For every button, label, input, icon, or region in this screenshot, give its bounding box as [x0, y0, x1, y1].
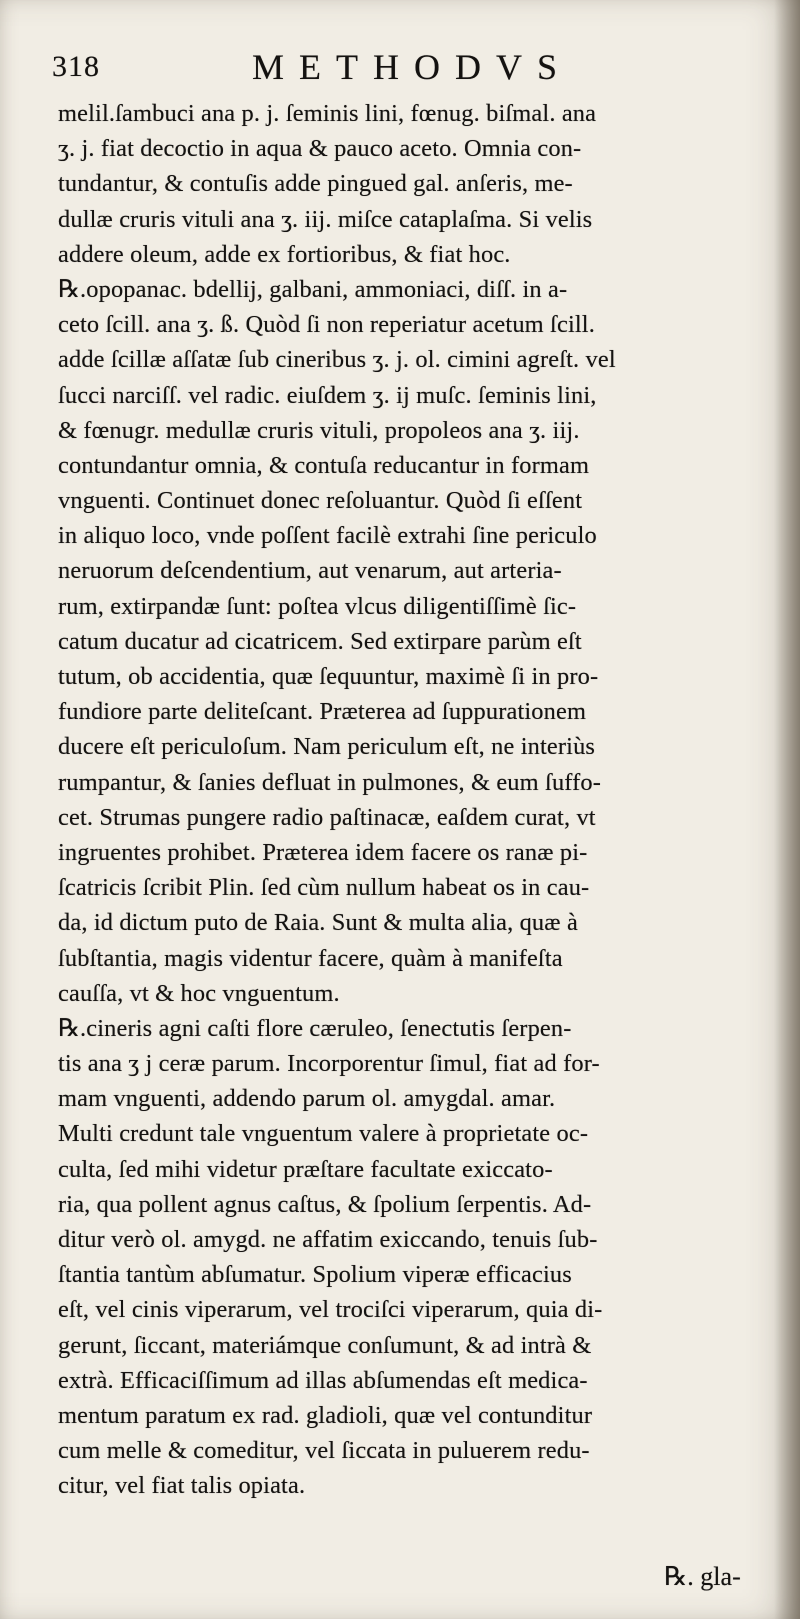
text-line: mam vnguenti, addendo parum ol. amygdal. amar.	[58, 1085, 556, 1113]
text-line: contundantur omnia, & contuſa reducantur in formam	[58, 451, 590, 479]
text-line: ſcatricis ſcribit Plin. ſed cùm nullum habeat os in cau-	[58, 874, 590, 902]
text-line: citur, vel fiat talis opiata.	[58, 1472, 306, 1500]
catchword: ℞. gla-	[664, 1562, 741, 1591]
text-line: ceto ſcill. ana ʒ. ß. Quòd ſi non reperiatur acetum ſcill.	[58, 311, 595, 339]
text-line: tundantur, & contuſis adde pingued gal. anſeris, me-	[58, 170, 573, 198]
text-line: rum, extirpandæ ſunt: poſtea vlcus diligentiſſimè ſic-	[58, 592, 577, 620]
text-line: catum ducatur ad cicatricem. Sed extirpare parùm eſt	[58, 627, 582, 655]
page-gutter-shadow	[774, 0, 800, 1619]
text-line: neruorum deſcendentium, aut venarum, aut arteria-	[58, 557, 562, 585]
page-header	[52, 46, 772, 96]
page-number: 318	[52, 50, 100, 83]
text-line: adde ſcillæ aſſatæ ſub cineribus ʒ. j. ol. cimini agreſt. vel	[58, 346, 616, 374]
text-line: culta, ſed mihi videtur præſtare facultate exiccato-	[58, 1155, 553, 1183]
text-line: cet. Strumas pungere radio paſtinacæ, eaſdem curat, vt	[58, 803, 596, 831]
text-line: fundiore parte deliteſcant. Præterea ad ſuppurationem	[58, 698, 587, 726]
text-line: extrà. Efficaciſſimum ad illas abſumendas eſt medica-	[58, 1366, 588, 1394]
text-line: Multi credunt tale vnguentum valere à proprietate oc-	[58, 1120, 589, 1148]
running-title: METHODVS	[252, 47, 573, 87]
text-line: ℞.opopanac. bdellij, galbani, ammoniaci, diſſ. in a-	[58, 275, 568, 303]
text-line: addere oleum, adde ex fortioribus, & fiat hoc.	[58, 240, 511, 268]
text-line: tis ana ʒ j ceræ parum. Incorporentur ſimul, fiat ad for-	[58, 1050, 600, 1078]
text-line: ℞.cineris agni caſti flore cæruleo, ſenectutis ſerpen-	[58, 1014, 572, 1042]
text-line: vnguenti. Continuet donec reſoluantur. Quòd ſi eſſent	[58, 487, 583, 515]
text-line: dullæ cruris vituli ana ʒ. iij. miſce cataplaſma. Si velis	[58, 205, 593, 233]
text-line: ſucci narciſſ. vel radic. eiuſdem ʒ. ij muſc. ſeminis lini,	[58, 381, 597, 409]
text-line: da, id dictum puto de Raia. Sunt & multa alia, quæ à	[58, 909, 578, 937]
text-line: rumpantur, & ſanies defluat in pulmones, & eum ſuffo-	[58, 768, 602, 796]
text-line: ſtantia tantùm abſumatur. Spolium viperæ efficacius	[58, 1261, 572, 1289]
text-line: ditur verò ol. amygd. ne affatim exiccando, tenuis ſub-	[58, 1226, 598, 1253]
body-text	[58, 96, 758, 1504]
text-line: ʒ. j. fiat decoctio in aqua & pauco aceto. Omnia con-	[58, 135, 582, 163]
text-line: ducere eſt periculoſum. Nam periculum eſt, ne interiùs	[58, 733, 596, 761]
text-line: melil.ſambuci ana p. j. ſeminis lini, fœnug. biſmal. ana	[58, 100, 597, 127]
text-line: cum melle & comeditur, vel ſiccata in puluerem redu-	[58, 1437, 590, 1465]
text-line: in aliquo loco, vnde poſſent facilè extrahi ſine periculo	[58, 522, 597, 550]
text-line: ria, qua pollent agnus caſtus, & ſpolium ſerpentis. Ad-	[58, 1190, 592, 1218]
text-line: mentum paratum ex rad. gladioli, quæ vel contunditur	[58, 1401, 593, 1429]
text-line: tutum, ob accidentia, quæ ſequuntur, maximè ſi in pro-	[58, 663, 599, 690]
text-line: gerunt, ſiccant, materiámque conſumunt, & ad intrà &	[58, 1331, 592, 1359]
text-line: ſubſtantia, magis videntur facere, quàm à manifeſta	[58, 944, 563, 972]
text-line: cauſſa, vt & hoc vnguentum.	[58, 979, 340, 1007]
text-line: & fœnugr. medullæ cruris vituli, propoleos ana ʒ. iij.	[58, 416, 580, 444]
text-line: eſt, vel cinis viperarum, vel trociſci viperarum, quia di-	[58, 1296, 603, 1324]
text-line: ingruentes prohibet. Præterea idem facere os ranæ pi-	[58, 838, 588, 866]
